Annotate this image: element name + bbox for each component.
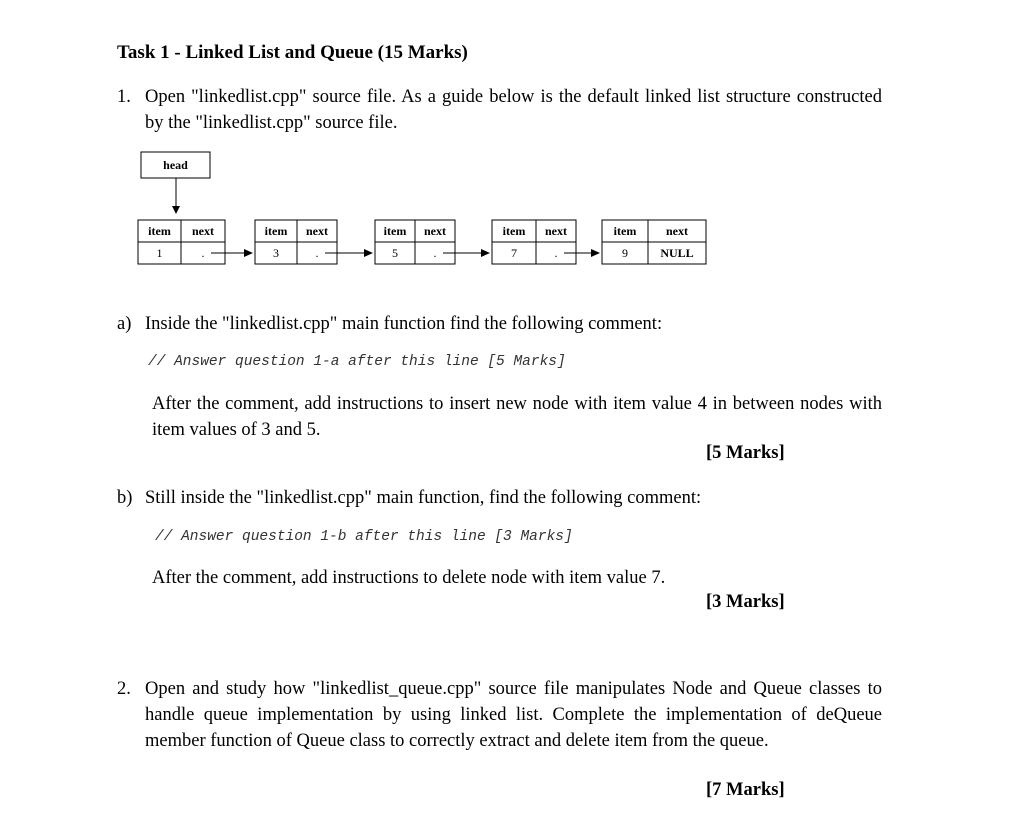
list-node — [492, 220, 600, 264]
q2-number: 2. — [117, 679, 131, 699]
node-next-value: . — [315, 246, 319, 260]
head-label: head — [163, 158, 188, 172]
node-item-value: 1 — [156, 246, 163, 260]
qa-marks: [5 Marks] — [706, 443, 785, 463]
node-item-value: 5 — [392, 246, 398, 260]
q1-number: 1. — [117, 87, 131, 107]
linked-list-diagram — [130, 148, 730, 278]
qa-instruction: After the comment, add instructions to insert new node with item value 4 in between nodes with item values of 3 and 5. — [152, 394, 882, 440]
node-next-value: NULL — [660, 246, 694, 260]
node-item-label: item — [383, 224, 407, 238]
list-node — [138, 220, 253, 264]
q2-marks: [7 Marks] — [706, 780, 785, 800]
node-next-label: next — [192, 224, 214, 238]
list-node — [375, 220, 490, 264]
nodes-group — [138, 220, 706, 264]
q2-text: Open and study how "linkedlist_queue.cpp" source file manipulates Node and Queue classes to handle queue implementation by using linked list. Complete the implementation of deQueue member function of Queue class to correctly extract and delete item from the queue. — [145, 679, 882, 751]
head-arrow — [172, 178, 180, 214]
node-next-value: . — [433, 246, 437, 260]
node-next-value: . — [554, 246, 558, 260]
qb-code: // Answer question 1-b after this line [3 Marks] — [155, 529, 573, 545]
node-next-label: next — [666, 224, 688, 238]
node-item-label: item — [148, 224, 171, 238]
qa-text: Inside the "linkedlist.cpp" main function find the following comment: — [145, 314, 663, 334]
node-item-label: item — [264, 224, 288, 238]
node-item-value: 3 — [273, 246, 279, 260]
node-item-value: 9 — [622, 246, 628, 260]
node-item-value: 7 — [511, 246, 517, 260]
node-next-value: . — [201, 246, 205, 260]
node-item-label: item — [613, 224, 637, 238]
head-box — [141, 152, 210, 178]
qb-label: b) — [117, 488, 133, 508]
qa-code: // Answer question 1-a after this line [5 Marks] — [148, 354, 566, 370]
list-node — [602, 220, 706, 264]
node-next-label: next — [424, 224, 446, 238]
qb-instruction: After the comment, add instructions to delete node with item value 7. — [152, 568, 666, 588]
task-title: Task 1 - Linked List and Queue (15 Marks) — [117, 42, 468, 63]
node-item-label: item — [502, 224, 526, 238]
list-node — [255, 220, 373, 264]
q1-text: Open "linkedlist.cpp" source file. As a guide below is the default linked list structure constructed by the "linkedlist.cpp" source file. — [145, 87, 882, 133]
node-next-label: next — [306, 224, 328, 238]
qb-text: Still inside the "linkedlist.cpp" main function, find the following comment: — [145, 488, 702, 508]
qa-label: a) — [117, 314, 132, 334]
node-next-label: next — [545, 224, 567, 238]
qb-marks: [3 Marks] — [706, 592, 785, 612]
